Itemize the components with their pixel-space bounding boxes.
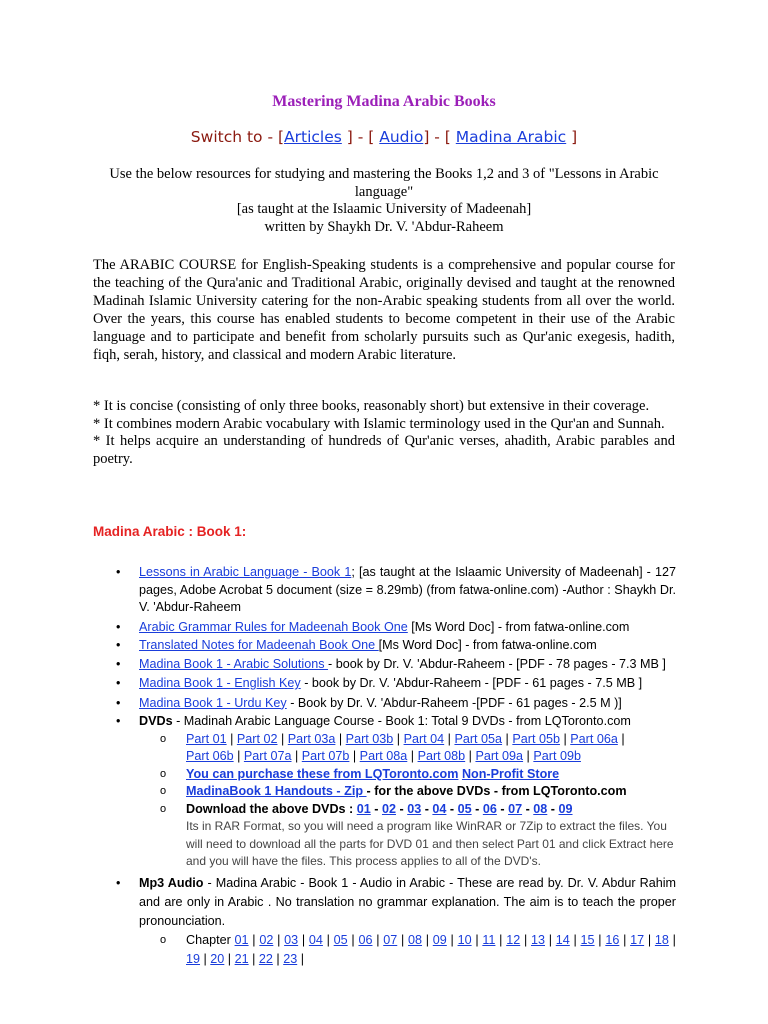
dvd-download-link[interactable]: 01: [356, 801, 371, 816]
separator: |: [668, 932, 676, 947]
list-item: • Madina Book 1 - Arabic Solutions - book by Dr. V. 'Abdur-Raheem - [PDF - 78 pages - 7.3 MB ]: [118, 656, 676, 674]
separator: |: [248, 932, 260, 947]
chapter-link[interactable]: 06: [358, 932, 373, 947]
separator: -: [421, 801, 433, 816]
rar-note: Its in RAR Format, so you will need a program like WinRAR or 7Zip to extract the files. You will need to download all the parts for DVD 01 and then select Part 01 and click Extract here and you will have the files. This process applies to all of the DVD's.: [186, 819, 674, 868]
dvd-part-link[interactable]: Part 06a: [570, 731, 618, 746]
intro-block: [100, 166, 668, 236]
dvd-part-link[interactable]: Part 09b: [533, 749, 581, 763]
circle-bullet-icon: o: [160, 785, 167, 797]
chapter-link[interactable]: 16: [605, 932, 620, 947]
dvd-sublist: [139, 731, 676, 871]
chapter-link[interactable]: 13: [530, 932, 545, 947]
separator: |: [393, 731, 404, 746]
chapter-link[interactable]: 17: [630, 932, 645, 947]
separator: |: [273, 932, 285, 947]
circle-bullet-icon: o: [160, 732, 167, 745]
dvd-download-link[interactable]: 05: [457, 801, 472, 816]
separator: |: [335, 731, 346, 746]
dvd-part-link[interactable]: Part 04: [403, 731, 445, 746]
separator: |: [545, 932, 556, 947]
chapter-link[interactable]: 15: [580, 932, 595, 947]
download-links: [357, 802, 573, 816]
chapter-links: [186, 933, 676, 966]
separator: |: [224, 951, 235, 966]
sub-item: o Chapter 01 | 02 | 03 | 04 | 05 | 06 | 07 | 08 | 09 | 10 | 11 | 12 | 13 | 14 | 15 | 16 | 17 | 18 | 19 | 20 | 21 | 22 | 23 |: [160, 932, 676, 966]
separator: |: [422, 932, 433, 947]
dvd-part-link[interactable]: Part 07b: [301, 749, 350, 763]
lessons-book1-link[interactable]: Lessons in Arabic Language - Book 1: [139, 565, 352, 579]
separator: |: [248, 951, 259, 966]
separator: |: [277, 731, 288, 746]
switch-sep: ] - [: [423, 128, 456, 146]
separator: |: [644, 932, 655, 947]
bullet-icon: •: [116, 619, 121, 634]
list-item: • DVDs - Madinah Arabic Language Course - Book 1: Total 9 DVDs - from LQToronto.com o Part 01 | Part 02 | Part 03a | Part 03b | Part 04 | Part 05a | Part 05b | Part 06a | Part 06b | Part 07a | Part 07b | Part 08a | Part 08b | Part 09a | Part 09b o You can purchase these from LQToronto.com Non-Profit Store o MadinaBook 1 Handouts - Zip - for the above DVDs - from LQToronto.com o Download the above DVDs : 01 - 02 - 03 - 04 - 05 - 06 - 07 - 08 - 09 Its in RAR Format, so you will need a program like WinRAR or 7Zip to extract the files. You will need to download all the parts for DVD 01 and then select Part 01 and click Extract here and you will have the files. This process applies to all of the DVD's.: [118, 713, 676, 871]
separator: |: [349, 749, 360, 763]
separator: |: [471, 932, 483, 947]
page-title: Mastering Madina Arabic Books: [272, 93, 496, 110]
chapter-link[interactable]: 20: [210, 951, 225, 966]
separator: |: [594, 932, 606, 947]
dvd-download-link[interactable]: 02: [381, 801, 396, 816]
separator: |: [495, 932, 507, 947]
bullet-icon: •: [116, 695, 121, 710]
feature-point: * It helps acquire an understanding of hundreds of Qur'anic verses, ahadith, Arabic parables and poetry.: [93, 433, 675, 467]
separator: |: [397, 932, 409, 947]
separator: |: [465, 749, 476, 763]
separator: |: [298, 932, 309, 947]
dvd-download-link[interactable]: 09: [558, 801, 573, 816]
dvd-part-link[interactable]: Part 07a: [243, 749, 292, 763]
intro-line: written by Shaykh Dr. V. 'Abdur-Raheem: [264, 218, 504, 235]
separator: |: [520, 932, 531, 947]
separator: |: [619, 932, 631, 947]
dvd-download-link[interactable]: 06: [482, 801, 497, 816]
chapter-link[interactable]: 08: [408, 932, 423, 947]
dvd-part-link[interactable]: Part 05a: [454, 731, 503, 746]
translated-notes-link[interactable]: Translated Notes for Madeenah Book One: [139, 638, 379, 652]
separator: |: [502, 731, 513, 746]
switch-nav: [0, 128, 768, 146]
dvd-download-link[interactable]: 08: [533, 801, 548, 816]
separator: |: [272, 951, 284, 966]
separator: |: [297, 951, 304, 966]
chapter-link[interactable]: 11: [482, 932, 496, 947]
intro-line: Use the below resources for studying and mastering the Books 1,2 and 3 of "Lessons in Arabic language": [109, 166, 659, 200]
bullet-icon: •: [116, 875, 121, 890]
chapter-link[interactable]: 23: [283, 951, 298, 966]
chapter-link[interactable]: 09: [432, 932, 447, 947]
chapter-link[interactable]: 10: [457, 932, 472, 947]
bullet-icon: •: [116, 638, 121, 652]
separator: -: [446, 801, 458, 816]
dvd-download-link[interactable]: 07: [508, 801, 523, 816]
separator: |: [444, 731, 455, 746]
list-item: • Madina Book 1 - English Key - book by Dr. V. 'Abdur-Raheem - [PDF - 61 pages - 7.5 MB ]: [118, 675, 676, 693]
chapter-link[interactable]: 18: [654, 932, 669, 947]
course-description: The ARABIC COURSE for English-Speaking students is a comprehensive and popular course for the teaching of the Qura'anic and Traditional Arabic, originally devised and taught at the renowned Madinah Islamic University catering for the non-Arabic speaking students from all over the world. Over the years, this course has enabled students to become competent in their use of the Arabic language and to participate and benefit from scholarly pursuits such as Qur'anic exegesis, hadith, fiqh, serah, history, and classical and modern Arabic literature.: [93, 257, 675, 363]
separator: |: [446, 932, 458, 947]
switch-suffix: ]: [566, 128, 578, 146]
chapter-link[interactable]: 07: [383, 932, 398, 947]
bullet-icon: •: [116, 676, 121, 690]
chapter-link[interactable]: 01: [234, 932, 249, 947]
chapter-link[interactable]: 02: [259, 932, 274, 947]
list-item: • Lessons in Arabic Language - Book 1; [as taught at the Islaamic University of Madeenah] - 127 pages, Adobe Acrobat 5 document (size = 8.29mb) (from fatwa-online.com) -Author : Shaykh Dr. V. 'Abdur-Raheem: [116, 565, 677, 614]
dvd-part-link[interactable]: Part 01: [186, 731, 227, 746]
sub-item: o Download the above DVDs : 01 - 02 - 03 - 04 - 05 - 06 - 07 - 08 - 09 Its in RAR Format, so you will need a program like WinRAR or 7Zip to extract the files. You will need to download all the parts for DVD 01 and then select Part 01 and click Extract here and you will have the files. This process applies to all of the DVD's.: [160, 801, 674, 868]
arabic-solutions-link[interactable]: Madina Book 1 - Arabic Solutions: [139, 656, 329, 671]
chapter-link[interactable]: 14: [555, 932, 570, 947]
dvd-part-link[interactable]: Part 03a: [287, 731, 336, 746]
separator: |: [233, 749, 244, 763]
separator: -: [496, 801, 509, 816]
dvd-part-link[interactable]: Part 05b: [512, 731, 560, 746]
dvd-download-link[interactable]: 03: [407, 801, 422, 816]
handouts-zip-link[interactable]: MadinaBook 1 Handouts - Zip: [186, 784, 367, 798]
madina-arabic-link[interactable]: Madina Arabic: [455, 128, 567, 146]
separator: -: [395, 801, 408, 816]
dvd-parts-row: [186, 732, 625, 746]
list-item: • Mp3 Audio - Madina Arabic - Book 1 - Audio in Arabic - These are read by. Dr. V. Abdur Rahim and are only in Arabic . No translation no grammar explanation. The aim is to teach the proper pronounciation. o Chapter 01 | 02 | 03 | 04 | 05 | 06 | 07 | 08 | 09 | 10 | 11 | 12 | 13 | 14 | 15 | 16 | 17 | 18 | 19 | 20 | 21 | 22 | 23 |: [118, 874, 676, 969]
sub-item: [139, 766, 676, 784]
audio-link[interactable]: Audio: [379, 128, 424, 146]
circle-bullet-icon: o: [160, 767, 167, 780]
english-key-link[interactable]: Madina Book 1 - English Key: [139, 676, 301, 690]
separator: |: [559, 731, 571, 746]
bullet-icon: •: [116, 656, 121, 671]
separator: -: [370, 801, 382, 816]
separator: -: [522, 801, 534, 816]
intro-line: [as taught at the Islaamic University of Madeenah]: [236, 201, 532, 217]
list-item: • Madina Book 1 - Urdu Key - Book by Dr. V. 'Abdur-Raheem -[PDF - 61 pages - 2.5 M )]: [118, 695, 676, 713]
book1-heading: Madina Arabic : Book 1:: [93, 524, 247, 539]
separator: -: [547, 801, 559, 816]
list-item: • Arabic Grammar Rules for Madeenah Book One [Ms Word Doc] - from fatwa-online.com: [118, 619, 676, 637]
separator: |: [322, 932, 334, 947]
chapter-sublist: [139, 931, 676, 969]
separator: |: [569, 932, 581, 947]
urdu-key-link[interactable]: Madina Book 1 - Urdu Key: [139, 695, 287, 710]
switch-sep: ] - [: [341, 128, 380, 146]
bullet-icon: •: [116, 714, 121, 728]
separator: |: [372, 932, 384, 947]
dvd-part-link[interactable]: Part 09a: [475, 749, 524, 763]
sub-item: [139, 731, 676, 766]
dvd-part-link[interactable]: Part 03b: [345, 731, 394, 746]
dvd-part-link[interactable]: Part 08b: [417, 749, 466, 763]
list-item: • Translated Notes for Madeenah Book One [Ms Word Doc] - from fatwa-online.com: [118, 637, 676, 655]
feature-points: [93, 398, 675, 468]
chapter-link[interactable]: 04: [308, 932, 323, 947]
purchase-link[interactable]: You can purchase these from LQToronto.com: [186, 766, 459, 781]
separator: |: [200, 951, 211, 966]
non-profit-store-link[interactable]: Non-Profit Store: [461, 766, 560, 781]
dvd-parts-row: [186, 749, 581, 763]
feature-point: * It combines modern Arabic vocabulary with Islamic terminology used in the Qur'an and Sunnah.: [93, 415, 665, 432]
circle-bullet-icon: o: [160, 933, 167, 946]
dvd-part-link[interactable]: Part 06b: [186, 749, 234, 763]
separator: |: [347, 932, 359, 947]
chapter-link[interactable]: 22: [258, 951, 273, 966]
separator: |: [291, 749, 302, 763]
feature-point: * It is concise (consisting of only three books, reasonably short) but extensive in their coverage.: [93, 398, 650, 414]
resource-list: [118, 564, 676, 969]
circle-bullet-icon: o: [160, 802, 167, 815]
chapter-link[interactable]: 05: [333, 932, 348, 947]
separator: |: [226, 731, 237, 746]
separator: -: [471, 801, 483, 816]
grammar-rules-link[interactable]: Arabic Grammar Rules for Madeenah Book One: [139, 619, 408, 634]
separator: |: [407, 749, 418, 763]
dvd-part-link[interactable]: Part 08a: [359, 749, 408, 763]
articles-link[interactable]: Articles: [284, 128, 342, 146]
dvd-part-link[interactable]: Part 02: [236, 731, 278, 746]
bullet-icon: •: [116, 565, 121, 579]
separator: |: [617, 731, 625, 746]
chapter-link[interactable]: 12: [506, 932, 521, 947]
switch-prefix: Switch to - [: [190, 128, 285, 146]
sub-item: o MadinaBook 1 Handouts - Zip - for the above DVDs - from LQToronto.com: [139, 783, 676, 801]
chapter-link[interactable]: 21: [234, 951, 249, 966]
chapter-link[interactable]: 19: [186, 951, 201, 966]
separator: |: [523, 749, 534, 763]
chapter-link[interactable]: 03: [284, 932, 299, 947]
dvd-download-link[interactable]: 04: [432, 801, 447, 816]
